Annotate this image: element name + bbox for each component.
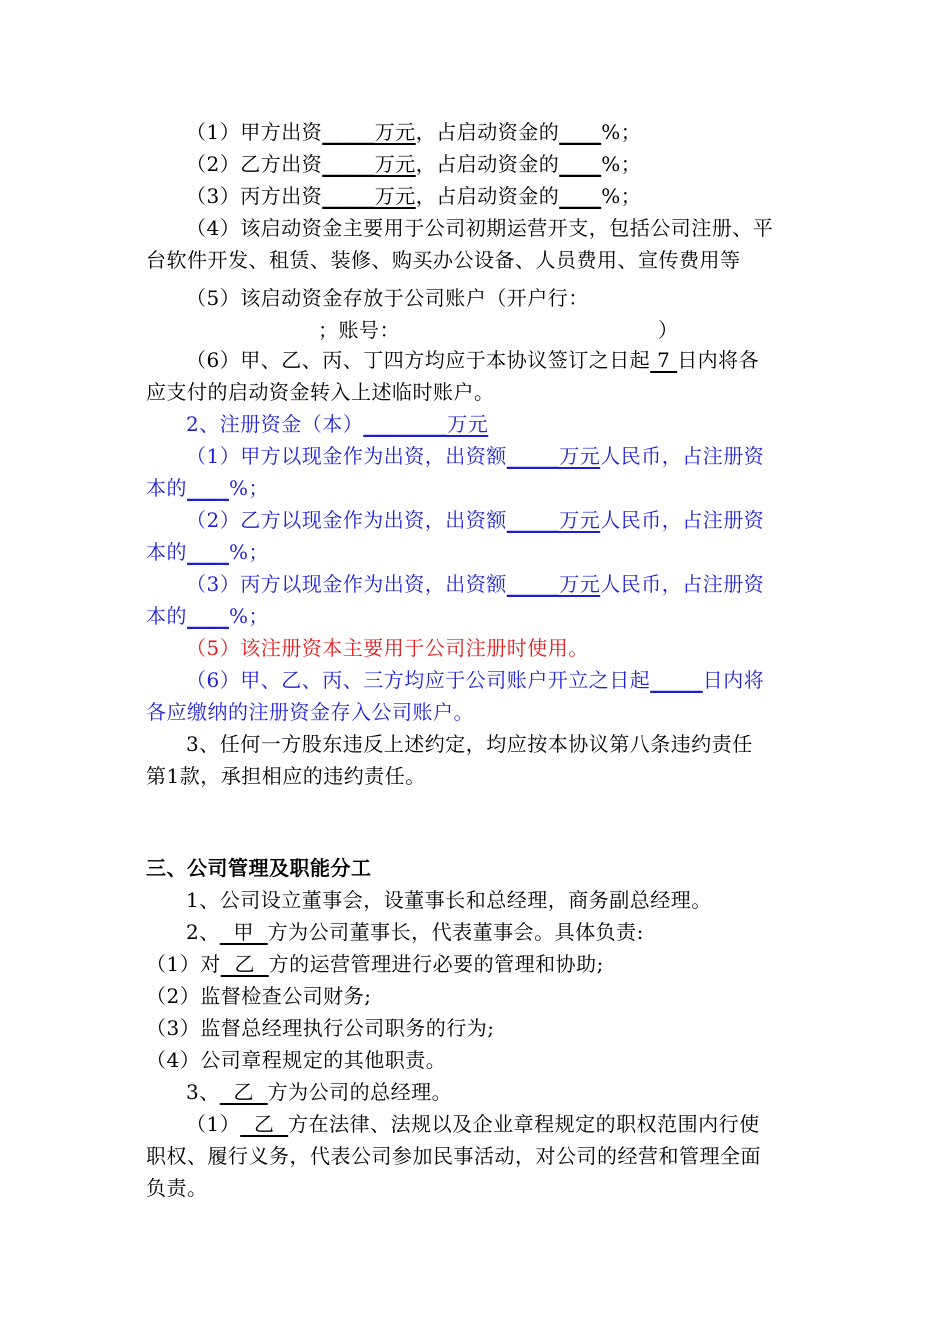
startup-item-6-line1 <box>186 344 811 376</box>
blank-field: _____万元 <box>322 120 416 144</box>
startup-item-4-line1: （4）该启动资金主要用于公司初期运营开支，包括公司注册、平 <box>186 216 774 240</box>
text: （6）甲、乙、丙、丁四方均应于本协议签订之日起 <box>186 348 651 372</box>
blank-field: ____ <box>187 476 229 500</box>
text: （1） <box>186 1112 241 1136</box>
text: ；账号： <box>318 318 400 342</box>
blank-field: ____ <box>559 184 602 208</box>
text: 日内将 <box>702 668 765 692</box>
text: 人民币，占注册资 <box>600 508 765 532</box>
text: 2、 <box>186 920 220 944</box>
chairman-duty-3: （3）监督总经理执行公司职务的行为; <box>146 1016 495 1040</box>
blank-field: _____万元 <box>506 444 601 468</box>
text: 方为公司的总经理。 <box>267 1080 453 1104</box>
text: %； <box>601 184 642 208</box>
gm-duty-1-line2: 职权、履行义务，代表公司参加民事活动，对公司的经营和管理全面 <box>146 1144 761 1168</box>
section-heading: 三、公司管理及职能分工 <box>146 856 372 880</box>
reg-item-5: （5）该注册资本主要用于公司注册时使用。 <box>186 636 589 660</box>
startup-item-5-line1 <box>186 282 811 314</box>
management-item-1: 1、公司设立董事会，设董事长和总经理，商务副总经理。 <box>186 888 712 912</box>
text: （2）乙方以现金作为出资，出资额 <box>186 508 507 532</box>
chairman-duty-1 <box>146 948 811 980</box>
reg-item-3-line2 <box>146 600 811 632</box>
reg-item-2-line2 <box>146 536 811 568</box>
text: （1）甲方以现金作为出资，出资额 <box>186 444 507 468</box>
party-blank: 乙 <box>220 952 269 976</box>
startup-item-6-line2: 应支付的启动资金转入上述临时账户。 <box>146 380 495 404</box>
blank-field: ________万元 <box>363 412 489 436</box>
blank-field: _____万元 <box>506 508 601 532</box>
account-blank <box>400 314 658 346</box>
blank-field: ____ <box>187 540 229 564</box>
breach-clause-line1: 3、任何一方股东违反上述约定，均应按本协议第八条违约责任 <box>186 732 753 756</box>
text: %； <box>601 152 642 176</box>
blank-field: _____万元 <box>322 152 416 176</box>
startup-item-5-line2 <box>146 314 811 346</box>
reg-item-6-line1 <box>186 664 811 696</box>
text: %； <box>229 476 270 500</box>
text: %； <box>601 120 642 144</box>
text: 人民币，占注册资 <box>600 444 765 468</box>
chairman-duty-4: （4）公司章程规定的其他职责。 <box>146 1048 447 1072</box>
blank-field: _____万元 <box>322 184 416 208</box>
blank-field: _____万元 <box>506 572 601 596</box>
text: 方的运营管理进行必要的管理和协助; <box>268 952 604 976</box>
startup-item-1 <box>186 116 811 148</box>
startup-item-2 <box>186 148 811 180</box>
blank-field: ____ <box>559 152 602 176</box>
reg-item-1-line2 <box>146 472 811 504</box>
management-item-3 <box>186 1076 811 1108</box>
text: （2）乙方出资 <box>186 152 323 176</box>
text: ，占启动资金的 <box>415 120 560 144</box>
text: 本的 <box>146 476 187 500</box>
text: （3）丙方出资 <box>186 184 323 208</box>
text: （6）甲、乙、丙、三方均应于公司账户开立之日起 <box>186 668 651 692</box>
text: 本的 <box>146 540 187 564</box>
text: 本的 <box>146 604 187 628</box>
party-blank: 乙 <box>240 1112 289 1136</box>
text: 日内将各 <box>677 348 760 372</box>
breach-clause-line2: 第1款，承担相应的违约责任。 <box>146 764 426 788</box>
blank-field: ____ <box>559 120 602 144</box>
text: %； <box>229 540 270 564</box>
text: （5）该启动资金存放于公司账户（开户行： <box>186 286 589 310</box>
text: ，占启动资金的 <box>415 152 560 176</box>
party-blank: 乙 <box>219 1080 268 1104</box>
text: %； <box>229 604 270 628</box>
blank-field: _____ <box>650 668 703 692</box>
days-blank: 7 <box>650 348 678 372</box>
management-item-2 <box>186 916 811 948</box>
startup-item-3 <box>186 180 811 212</box>
bank-blank <box>589 282 779 314</box>
gm-duty-1-line1 <box>186 1108 811 1140</box>
gm-duty-1-line3: 负责。 <box>146 1176 208 1200</box>
reg-item-2-line1 <box>186 504 811 536</box>
text: ） <box>658 318 679 342</box>
text: 人民币，占注册资 <box>600 572 765 596</box>
bank-blank-cont <box>146 314 318 346</box>
text: 方在法律、法规以及企业章程规定的职权范围内行使 <box>288 1112 760 1136</box>
registered-capital-title <box>186 408 811 440</box>
startup-item-4-line2: 台软件开发、租赁、装修、购买办公设备、人员费用、宣传费用等 <box>146 248 741 272</box>
reg-item-3-line1 <box>186 568 811 600</box>
blank-field: ____ <box>187 604 229 628</box>
text: 2、注册资金（本） <box>186 412 364 436</box>
text: （3）丙方以现金作为出资，出资额 <box>186 572 507 596</box>
reg-item-1-line1 <box>186 440 811 472</box>
party-blank: 甲 <box>219 920 268 944</box>
reg-item-6-line2: 各应缴纳的注册资金存入公司账户。 <box>146 700 474 724</box>
chairman-duty-2: （2）监督检查公司财务; <box>146 984 372 1008</box>
text: 3、 <box>186 1080 220 1104</box>
text: （1）对 <box>146 952 221 976</box>
text: ，占启动资金的 <box>415 184 560 208</box>
text: （1）甲方出资 <box>186 120 323 144</box>
text: 方为公司董事长，代表董事会。具体负责: <box>267 920 644 944</box>
